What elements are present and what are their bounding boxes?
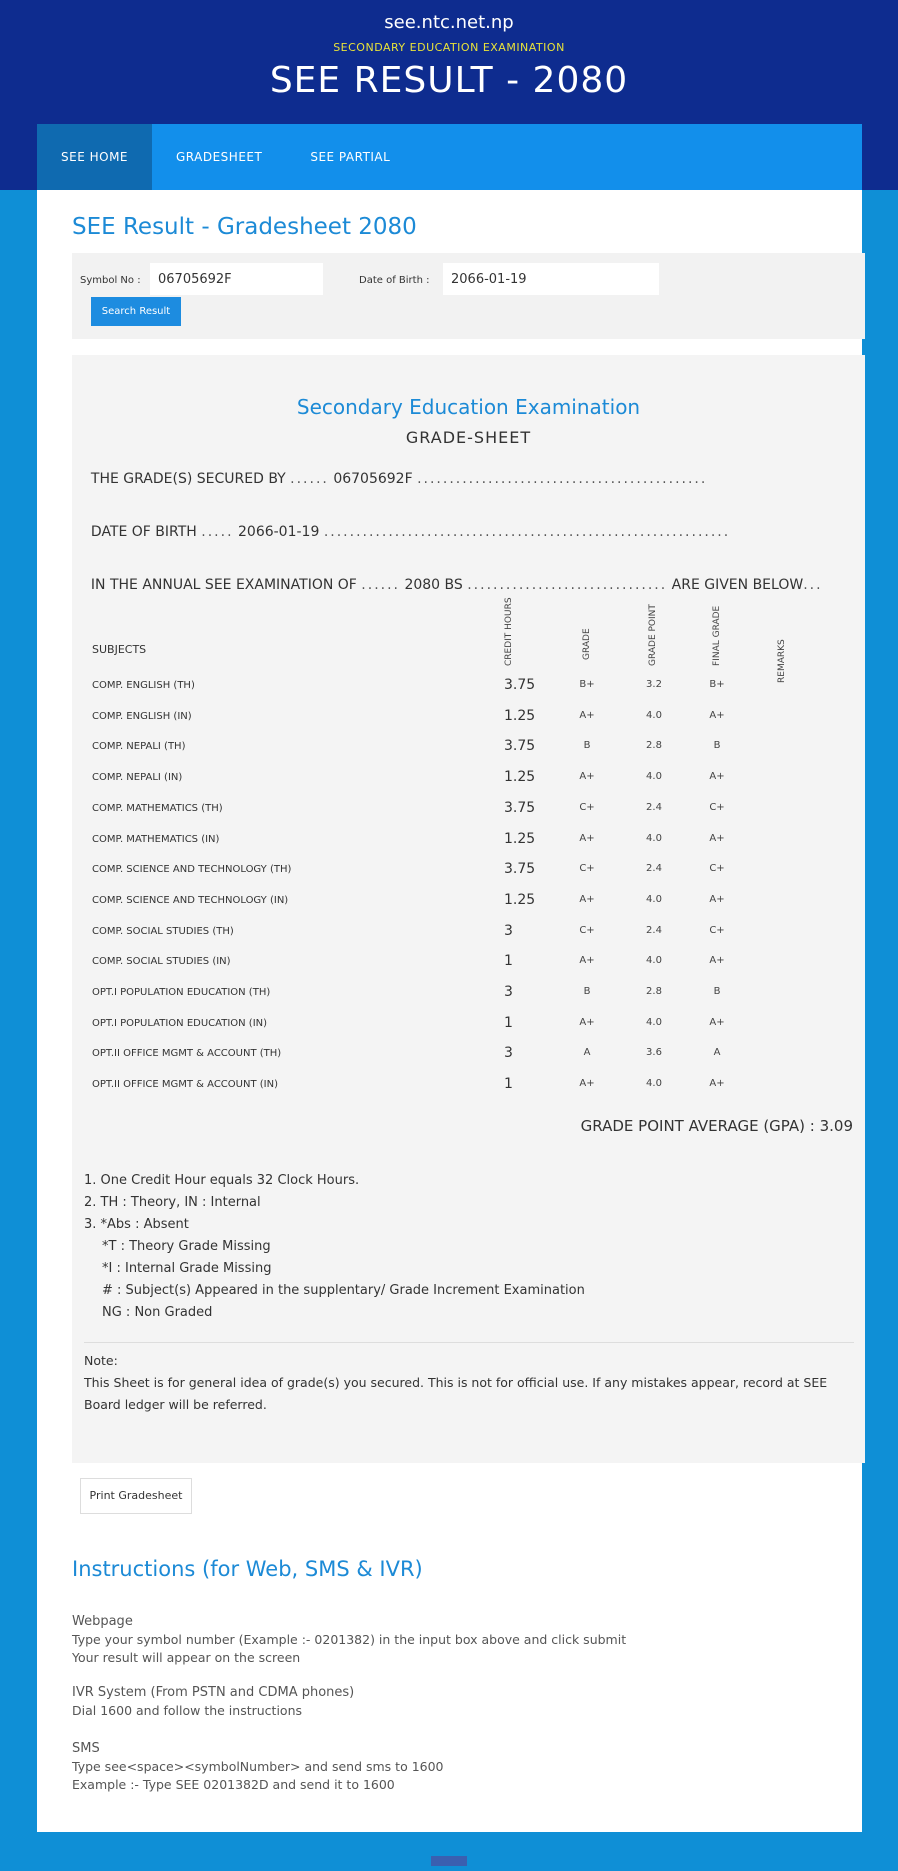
final-grade-cell: A+ xyxy=(709,1016,725,1028)
final-grade-cell: A+ xyxy=(709,771,725,783)
final-grade-cell: A+ xyxy=(709,709,725,721)
grade-point-cell: 3.2 xyxy=(646,679,662,690)
main-nav xyxy=(37,124,862,190)
subject-cell: OPT.I POPULATION EDUCATION (IN) xyxy=(92,1017,268,1029)
note-text: This Sheet is for general idea of grade(s) you secured. This is not for official use. If any mistakes appear, record at SEE Board ledger will be referred. xyxy=(84,1375,828,1412)
disclaimer-note xyxy=(84,1350,854,1416)
webpage-line: Type your symbol number (Example :- 0201382) in the input box above and click submit xyxy=(72,1632,627,1647)
grade-cell: B xyxy=(583,986,591,997)
sms-line: Type see<space><symbolNumber> and send sms to 1600 xyxy=(72,1759,444,1774)
secured-by-value: 06705692F xyxy=(333,471,413,487)
search-result-button[interactable]: Search Result xyxy=(91,297,181,326)
note-item: # : Subject(s) Appeared in the supplentary/ Grade Increment Examination xyxy=(102,1283,585,1298)
subject-cell: COMP. MATHEMATICS (IN) xyxy=(92,833,220,845)
grade-point-cell: 2.8 xyxy=(646,740,662,752)
table-row xyxy=(72,1043,865,1067)
grade-point-cell: 4.0 xyxy=(646,955,662,967)
final-grade-cell: C+ xyxy=(709,924,725,936)
given-below-text: ARE GIVEN BELOW xyxy=(671,577,804,593)
table-row xyxy=(72,951,865,975)
grading-notes xyxy=(84,1170,585,1324)
table-row xyxy=(72,675,865,699)
instructions-heading: Instructions (for Web, SMS & IVR) xyxy=(72,1557,423,1581)
final-grade-header: FINAL GRADE xyxy=(712,605,722,666)
gpa-line xyxy=(581,1117,853,1135)
note-item: 1. One Credit Hour equals 32 Clock Hours. xyxy=(84,1173,360,1188)
symbol-input[interactable] xyxy=(150,263,323,295)
credit-hours-cell: 1 xyxy=(504,1076,513,1093)
subject-cell: OPT.II OFFICE MGMT & ACCOUNT (TH) xyxy=(92,1048,282,1060)
table-row xyxy=(72,921,865,945)
subjects-header: SUBJECTS xyxy=(92,643,147,656)
grade-cell: B xyxy=(583,740,591,752)
divider xyxy=(84,1342,854,1343)
grade-cell: A+ xyxy=(579,832,595,844)
subject-cell: OPT.I POPULATION EDUCATION (TH) xyxy=(92,987,271,998)
grade-cell: A+ xyxy=(579,955,595,967)
table-row xyxy=(72,1074,865,1098)
webpage-title: Webpage xyxy=(72,1614,133,1629)
subject-cell: COMP. MATHEMATICS (TH) xyxy=(92,802,223,814)
grade-cell: A+ xyxy=(579,893,595,905)
dob-input[interactable] xyxy=(443,263,659,295)
table-row xyxy=(72,798,865,822)
site-title: SEE RESULT - 2080 xyxy=(269,60,629,101)
final-grade-cell: B xyxy=(713,740,721,752)
subject-cell: COMP. NEPALI (IN) xyxy=(92,772,183,784)
final-grade-cell: A xyxy=(713,1047,721,1059)
final-grade-cell: C+ xyxy=(709,863,725,875)
credit-hours-cell: 3 xyxy=(504,984,513,1000)
grade-point-cell: 2.4 xyxy=(646,924,662,936)
grade-point-cell: 4.0 xyxy=(646,1078,662,1090)
instructions-ivr xyxy=(72,1684,354,1720)
note-item: 3. *Abs : Absent xyxy=(84,1217,189,1232)
gradesheet xyxy=(72,355,865,1463)
credit-hours-cell: 1 xyxy=(504,1014,513,1031)
grade-cell: A+ xyxy=(579,1016,595,1028)
table-row xyxy=(72,890,865,914)
exam-line-label: IN THE ANNUAL SEE EXAMINATION OF xyxy=(90,577,357,593)
exam-line-value: 2080 BS xyxy=(404,577,463,593)
grade-point-cell: 4.0 xyxy=(646,771,662,783)
dob-line-label: DATE OF BIRTH xyxy=(90,524,197,540)
note-item: *T : Theory Grade Missing xyxy=(102,1239,271,1254)
grade-point-cell: 2.4 xyxy=(646,801,662,813)
note-item: *I : Internal Grade Missing xyxy=(102,1261,272,1276)
ivr-title: IVR System (From PSTN and CDMA phones) xyxy=(72,1685,355,1700)
final-grade-cell: A+ xyxy=(709,893,725,905)
nav-item-see-home[interactable]: SEE HOME xyxy=(37,124,152,190)
remarks-header: REMARKS xyxy=(777,639,787,683)
dob-line: DATE OF BIRTH ..... 2066-01-19 ............................................................... xyxy=(90,524,731,540)
print-gradesheet-button[interactable]: Print Gradesheet xyxy=(80,1478,192,1514)
subject-cell: COMP. SCIENCE AND TECHNOLOGY (IN) xyxy=(92,894,289,906)
table-row xyxy=(72,829,865,853)
credit-hours-cell: 1.25 xyxy=(504,769,536,786)
search-form xyxy=(72,253,865,339)
credit-hours-cell: 1.25 xyxy=(504,891,536,908)
credit-hours-header: CREDIT HOURS xyxy=(504,597,514,666)
grade-cell: C+ xyxy=(579,924,595,936)
final-grade-cell: A+ xyxy=(709,1078,725,1090)
footer-badge xyxy=(431,1856,467,1866)
final-grade-cell: A+ xyxy=(709,832,725,844)
sms-title: SMS xyxy=(72,1741,100,1756)
ivr-line: Dial 1600 and follow the instructions xyxy=(72,1703,303,1718)
credit-hours-cell: 3.75 xyxy=(504,738,536,755)
final-grade-cell: A+ xyxy=(709,955,725,967)
secured-by-line: THE GRADE(S) SECURED BY ...... 06705692F ............................................. xyxy=(90,471,708,487)
table-row xyxy=(72,767,865,791)
credit-hours-cell: 3.75 xyxy=(504,677,536,693)
note-title: Note: xyxy=(84,1353,118,1368)
nav-item-see-partial[interactable]: SEE PARTIAL xyxy=(310,150,391,164)
final-grade-cell: B+ xyxy=(709,679,725,690)
exam-line: IN THE ANNUAL SEE EXAMINATION OF ...... 2080 BS ............................... ARE GIVEN BELOW... xyxy=(90,577,823,593)
subject-cell: COMP. SCIENCE AND TECHNOLOGY (TH) xyxy=(92,864,292,876)
webpage-line: Your result will appear on the screen xyxy=(72,1650,301,1665)
table-row xyxy=(72,1013,865,1037)
note-item: 2. TH : Theory, IN : Internal xyxy=(84,1195,261,1210)
grade-header: GRADE xyxy=(582,628,592,660)
grade-point-cell: 4.0 xyxy=(646,709,662,721)
grade-cell: A+ xyxy=(579,709,595,721)
grade-cell: C+ xyxy=(579,863,595,875)
grade-point-cell: 2.8 xyxy=(646,986,662,997)
instructions-sms xyxy=(72,1740,444,1794)
gpa-label: GRADE POINT AVERAGE (GPA) : xyxy=(580,1117,815,1135)
sms-line: Example :- Type SEE 0201382D and send it to 1600 xyxy=(72,1777,395,1792)
page-title: SEE Result - Gradesheet 2080 xyxy=(72,214,417,240)
grade-cell: B+ xyxy=(579,679,595,690)
table-row xyxy=(72,736,865,760)
gradesheet-title: Secondary Education Examination xyxy=(296,395,641,419)
credit-hours-cell: 3 xyxy=(504,922,513,939)
credit-hours-cell: 3.75 xyxy=(504,799,536,816)
credit-hours-cell: 1.25 xyxy=(504,707,536,724)
dob-label: Date of Birth : xyxy=(359,275,430,286)
subject-cell: OPT.II OFFICE MGMT & ACCOUNT (IN) xyxy=(92,1079,278,1091)
exam-subtitle: SECONDARY EDUCATION EXAMINATION xyxy=(333,41,565,54)
credit-hours-cell: 1.25 xyxy=(504,830,536,847)
subject-cell: COMP. SOCIAL STUDIES (IN) xyxy=(92,956,231,968)
grade-point-cell: 4.0 xyxy=(646,1016,662,1028)
grade-point-cell: 3.6 xyxy=(646,1047,662,1059)
grade-point-header: GRADE POINT xyxy=(648,604,658,666)
subject-cell: COMP. NEPALI (TH) xyxy=(92,741,186,753)
content-panel xyxy=(37,190,862,1832)
site-url: see.ntc.net.np xyxy=(384,12,514,33)
grade-cell: A xyxy=(583,1047,591,1059)
grade-point-cell: 2.4 xyxy=(646,863,662,875)
subject-cell: COMP. SOCIAL STUDIES (TH) xyxy=(92,925,234,937)
credit-hours-cell: 1 xyxy=(504,953,513,970)
final-grade-cell: C+ xyxy=(709,801,725,813)
subject-cell: COMP. ENGLISH (TH) xyxy=(92,680,195,691)
table-row xyxy=(72,982,865,1006)
symbol-label: Symbol No : xyxy=(80,275,141,286)
grade-point-cell: 4.0 xyxy=(646,893,662,905)
subject-cell: COMP. ENGLISH (IN) xyxy=(92,710,192,722)
gpa-value: 3.09 xyxy=(819,1117,853,1135)
table-row xyxy=(72,706,865,730)
instructions-webpage xyxy=(72,1613,626,1667)
credit-hours-cell: 3.75 xyxy=(504,861,536,878)
nav-item-gradesheet[interactable]: GRADESHEET xyxy=(176,150,263,164)
dob-line-value: 2066-01-19 xyxy=(238,524,320,540)
credit-hours-cell: 3 xyxy=(504,1045,513,1062)
grade-point-cell: 4.0 xyxy=(646,832,662,844)
grade-cell: A+ xyxy=(579,771,595,783)
secured-by-label: THE GRADE(S) SECURED BY xyxy=(90,471,286,487)
grade-cell: C+ xyxy=(579,801,595,813)
final-grade-cell: B xyxy=(713,986,721,997)
table-row xyxy=(72,859,865,883)
note-item: NG : Non Graded xyxy=(102,1305,213,1320)
gradesheet-subtitle: GRADE-SHEET xyxy=(405,428,532,447)
grade-cell: A+ xyxy=(579,1078,595,1090)
